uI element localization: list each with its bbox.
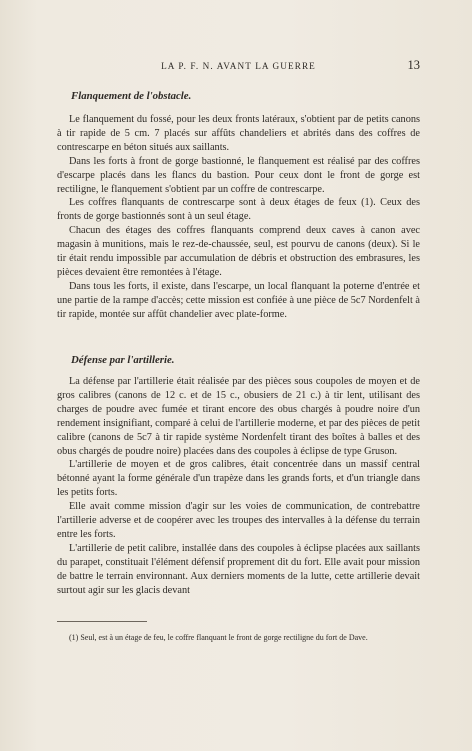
section-heading-artillerie: Défense par l'artillerie. [71, 354, 175, 366]
paragraph: L'artillerie de petit calibre, installée dans des coupoles à éclipse placées aux saillants du parapet, constituait l'élément défensif proprement dit du fort. Elle avait pour mission de battre le terrain environnant. Aux derniers moments de la lutte, cette artillerie devait surtout agir sur les glacis devant [57, 542, 420, 596]
page-number: 13 [407, 58, 420, 72]
paragraph: Dans tous les forts, il existe, dans l'escarpe, un local flanquant la poterne d'entrée et une partie de la rampe d'accès; cette mission est confiée à une pièce de 5c7 Nordenfelt à tir rapide, montée sur affût chandelier avec plate-forme. [57, 280, 420, 320]
paragraph: Elle avait comme mission d'agir sur les voies de communication, de contrebattre l'artillerie adverse et de coopérer avec les troupes des intervalles à la défense du terrain entre les forts. [57, 501, 420, 540]
paragraph: La défense par l'artillerie était réalisée par des pièces sous coupoles de moyen et de gros calibres (canons de 12 c. et de 15 c., obusiers de 21 c.) à tir lent, utilisant des charges de poudre avec fumée et tirant encore des obus chargés à poudre noire d'un rendement insignifiant, comparé à celui de l'artillerie moderne, et par des pièces de petit calibre (canons de 5c7 à tir rapide système Nordenfelt tirant des boîtes à balles et des obus chargés de poudre noire) placées dans des coupoles à éclipse de type Gruson. [57, 376, 420, 457]
running-head [57, 58, 420, 74]
paragraph: Les coffres flanquants de contrescarpe sont à deux étages de feux (1). Ceux des fronts de gorge bastionnés sont à un seul étage. [57, 197, 420, 223]
paragraph: Chacun des étages des coffres flanquants comprend deux caves à canon avec magasin à munitions, mais le rez-de-chaussée, seul, est pourvu de canons (deux). Si le tir était rendu impossible par accumulation de débris et obstruction des embrasures, les pièces devaient être remontées à l'étage. [57, 225, 420, 278]
paragraph: L'artillerie de moyen et de gros calibres, était concentrée dans un massif central bétonné ayant la forme générale d'un trapèze dans les grands forts, et d'un triangle dans les petits forts. [57, 459, 420, 499]
footnote: (1) Seul, est à un étage de feu, le coffre flanquant le front de gorge rectiligne du fort de Dave. [69, 633, 368, 642]
paragraph: Le flanquement du fossé, pour les deux fronts latéraux, s'obtient par de petits canons à tir rapide de 5 cm. 7 placés sur affûts chandeliers et abrités dans des coffres de contrescarpe en béton situés aux saillants. [57, 114, 420, 153]
section-body-flanquement [57, 113, 420, 322]
running-title: LA P. F. N. AVANT LA GUERRE [161, 61, 316, 71]
footnote-divider [57, 621, 147, 622]
paragraph: Dans les forts à front de gorge bastionné, le flanquement est réalisé par des coffres d'escarpe placés dans les flancs du bastion. Pour ceux dont le front de gorge est rectiligne, le flanquement s'obtient par un coffre de contrescarpe. [57, 155, 420, 195]
section-heading-flanquement: Flanquement de l'obstacle. [71, 90, 192, 102]
section-body-artillerie [57, 375, 420, 598]
